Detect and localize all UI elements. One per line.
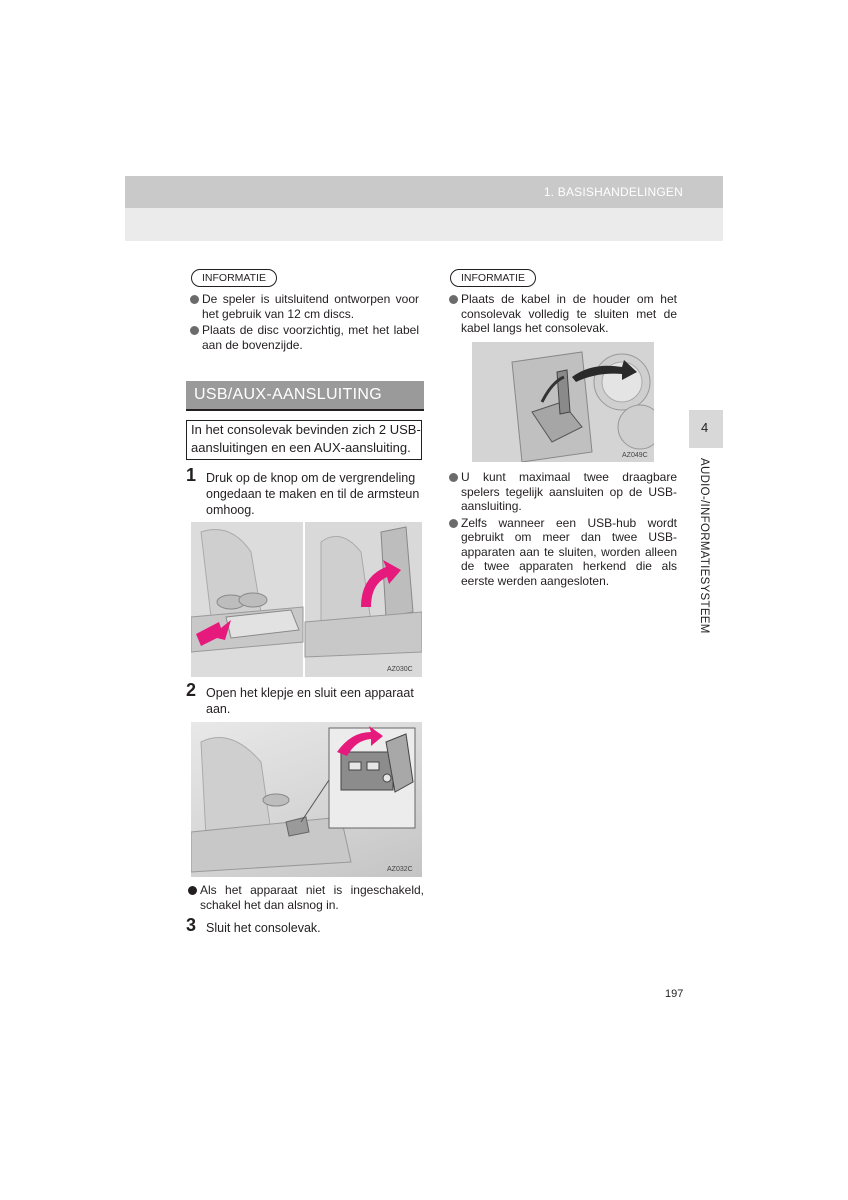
step-1 [186, 465, 426, 518]
list-item: U kunt maximaal twee draagbare spelers tegelijk aansluiten op de USB-aansluiting. [449, 470, 677, 514]
figure-cable-holder [472, 342, 654, 462]
bullet-icon [190, 295, 199, 304]
figure-code: AZ049C [622, 452, 648, 459]
figure-code: AZ030C [387, 666, 413, 673]
note-bullets [188, 883, 424, 914]
header-band [125, 176, 723, 208]
right-info-bullets [449, 470, 677, 590]
chapter-title: AUDIO-/INFORMATIESYSTEEM [698, 458, 710, 634]
info-pill-left: INFORMATIE [191, 269, 277, 287]
list-item: Als het apparaat niet is ingeschakeld, schakel het dan alsnog in. [188, 883, 424, 912]
figure-code: AZ032C [387, 866, 413, 873]
step-text: Open het klepje en sluit een apparaat aan. [206, 686, 414, 716]
header-subband [125, 208, 723, 241]
figure-armrest [191, 522, 422, 677]
section-heading: USB/AUX-AANSLUITING [186, 381, 424, 411]
step-number: 3 [186, 915, 197, 935]
bullet-icon [449, 519, 458, 528]
list-item: Plaats de disc voorzichtig, met het label aan de bovenzijde. [190, 323, 419, 352]
step-3 [186, 915, 426, 936]
bullet-icon [449, 295, 458, 304]
page-number: 197 [665, 988, 684, 1000]
step-text: Sluit het consolevak. [206, 921, 321, 935]
list-item: Zelfs wanneer een USB-hub wordt gebruikt om meer dan twee USB-apparaten aan te sluiten, worden alleen de twee apparaten herkend die als eerste werden aangesloten. [449, 516, 677, 589]
chapter-number: 4 [701, 420, 709, 435]
step-number: 1 [186, 465, 197, 485]
bullet-icon [190, 326, 199, 335]
list-item: Plaats de kabel in de houder om het consolevak volledig te sluiten met de kabel langs het consolevak. [449, 292, 677, 336]
step-number: 2 [186, 680, 197, 700]
info-pill-right: INFORMATIE [450, 269, 536, 287]
list-item: De speler is uitsluitend ontworpen voor het gebruik van 12 cm discs. [190, 292, 419, 321]
chapter-tab [689, 410, 723, 448]
figure-usb-port [191, 722, 422, 877]
intro-box: In het consolevak bevinden zich 2 USB-aansluitingen en een AUX-aansluiting. [186, 420, 422, 460]
step-text: Druk op de knop om de vergrendeling ongedaan te maken en til de armsteun omhoog. [206, 471, 420, 517]
left-info-bullets [190, 292, 419, 354]
section-title: 1. BASISHANDELINGEN [543, 185, 683, 199]
bullet-icon [449, 473, 458, 482]
step-2 [186, 680, 426, 717]
right-info-bullet [449, 292, 677, 338]
bullet-icon [188, 886, 197, 895]
